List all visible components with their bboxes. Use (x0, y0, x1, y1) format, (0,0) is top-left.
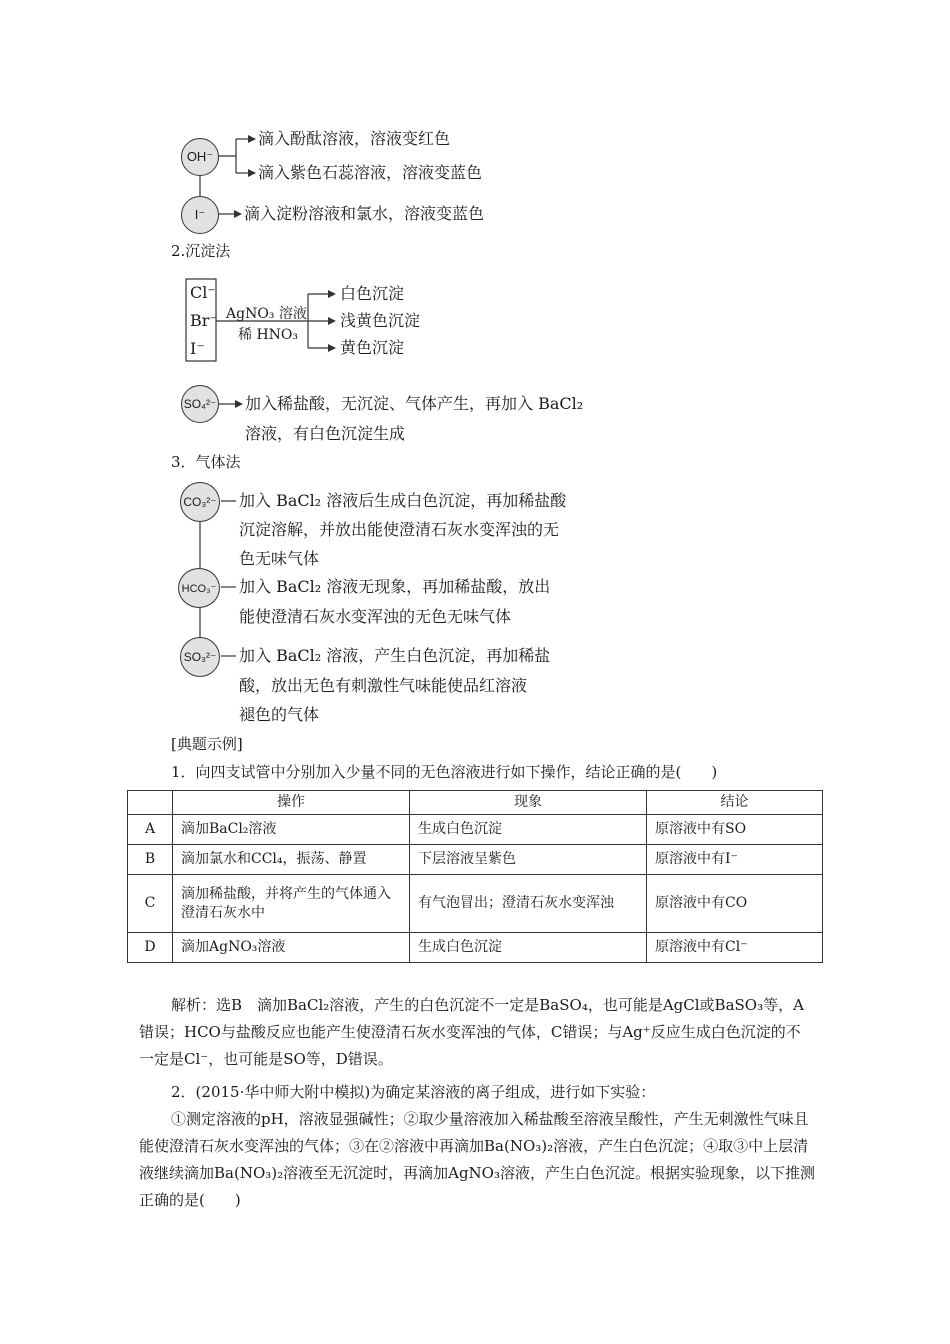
oh-litmus-text: 滴入紫色石蕊溶液，溶液变蓝色 (258, 163, 483, 182)
co3-ion-label: CO₃²⁻ (183, 495, 217, 509)
options-table (127, 790, 823, 963)
table-header: 操作 (173, 791, 410, 815)
table-cell: 下层溶液呈紫色 (410, 845, 647, 875)
hco3-line-1: 加入 BaCl₂ 溶液无现象，再加稀盐酸，放出 (239, 577, 551, 596)
so3-line-2: 酸，放出无色有刺激性气味能使品红溶液 (239, 676, 528, 695)
table-row (128, 815, 823, 845)
co3-line-1: 加入 BaCl₂ 溶液后生成白色沉淀，再加稀盐酸 (239, 491, 567, 510)
halide-i: I⁻ (190, 339, 205, 358)
section-3-title: 3．气体法 (171, 453, 241, 471)
so3-line-3: 褪色的气体 (239, 705, 320, 724)
section-2-title: 2.沉淀法 (171, 242, 231, 260)
result-pale-yellow: 浅黄色沉淀 (340, 311, 421, 330)
table-cell: 有气泡冒出；澄清石灰水变浑浊 (410, 875, 647, 933)
i-ion-label: I⁻ (194, 207, 206, 222)
table-row (128, 933, 823, 963)
table-cell: 原溶液中有SO (647, 815, 823, 845)
table-cell: 滴加氯水和CCl₄，振荡、静置 (173, 845, 410, 875)
table-cell: 原溶液中有CO (647, 875, 823, 933)
oh-phenolphthalein-text: 滴入酚酞溶液，溶液变红色 (258, 129, 451, 148)
question-1: 1．向四支试管中分别加入少量不同的无色溶液进行如下操作，结论正确的是( ) (171, 763, 718, 781)
question-2-body: ①测定溶液的pH，溶液显强碱性；②取少量溶液加入稀盐酸至溶液呈酸性，产生无刺激性气味且能使澄清石灰水变浑浊的气体；③在②溶液中再滴加Ba(NO₃)₂溶液，产生白色沉淀；④取③中上层清液继续滴加Ba(NO₃)₂溶液至无沉淀时，再滴加AgNO₃溶液，产生白色沉淀。根据实验现象，以下推测正确的是( ) (139, 1110, 815, 1209)
reagent-hno3: 稀 HNO₃ (238, 327, 298, 343)
table-row (128, 875, 823, 933)
analysis-paragraph: 解析：选B 滴加BaCl₂溶液，产生的白色沉淀不一定是BaSO₄，也可能是AgCl或BaSO₃等，A错误；HCO与盐酸反应也能产生使澄清石灰水变浑浊的气体，C错误；与Ag⁺反应生成白色沉淀的不一定是Cl⁻，也可能是SO等，D错误。 (139, 996, 804, 1068)
table-cell: B (128, 845, 173, 875)
table-header-row (128, 791, 823, 815)
table-header: 结论 (647, 791, 823, 815)
reagent-agno3: AgNO₃ 溶液 (226, 306, 307, 322)
table-cell: D (128, 933, 173, 963)
oh-ion-circle (181, 138, 219, 176)
so4-text-line-1: 加入稀盐酸，无沉淀、气体产生，再加入 BaCl₂ (245, 394, 584, 413)
so3-ion-circle (180, 637, 220, 677)
table-cell: 原溶液中有Cl⁻ (647, 933, 823, 963)
so4-ion-label: SO₄²⁻ (183, 397, 217, 411)
co3-ion-circle (180, 482, 220, 522)
question-2: 2．(2015·华中师大附中模拟)为确定某溶液的离子组成，进行如下实验： (171, 1083, 656, 1101)
oh-ion-label: OH⁻ (186, 149, 214, 164)
table-cell: 滴加AgNO₃溶液 (173, 933, 410, 963)
so3-line-1: 加入 BaCl₂ 溶液，产生白色沉淀，再加稀盐 (239, 646, 551, 665)
hco3-ion-circle (178, 568, 220, 608)
table-cell: 生成白色沉淀 (410, 815, 647, 845)
halide-br: Br⁻ (190, 311, 218, 330)
table-cell: C (128, 875, 173, 933)
halide-cl: Cl⁻ (190, 283, 216, 302)
table-cell: A (128, 815, 173, 845)
table-header (128, 791, 173, 815)
result-white: 白色沉淀 (340, 284, 405, 303)
table-cell: 原溶液中有I⁻ (647, 845, 823, 875)
table-row (128, 845, 823, 875)
co3-line-3: 色无味气体 (239, 549, 320, 568)
table-header: 现象 (410, 791, 647, 815)
table-cell: 滴加稀盐酸，并将产生的气体通入澄清石灰水中 (173, 875, 410, 933)
hco3-ion-label: HCO₃⁻ (181, 582, 217, 595)
example-heading: [典题示例] (171, 735, 243, 753)
i-starch-text: 滴入淀粉溶液和氯水，溶液变蓝色 (244, 204, 485, 223)
co3-line-2: 沉淀溶解，并放出能使澄清石灰水变浑浊的无 (239, 520, 560, 539)
so3-ion-label: SO₃²⁻ (183, 650, 217, 664)
table-cell: 滴加BaCl₂溶液 (173, 815, 410, 845)
so4-ion-circle (181, 385, 219, 423)
result-yellow: 黄色沉淀 (340, 338, 405, 357)
i-ion-circle (181, 196, 219, 234)
table-cell: 生成白色沉淀 (410, 933, 647, 963)
hco3-line-2: 能使澄清石灰水变浑浊的无色无味气体 (239, 607, 512, 626)
so4-text-line-2: 溶液，有白色沉淀生成 (245, 424, 406, 443)
